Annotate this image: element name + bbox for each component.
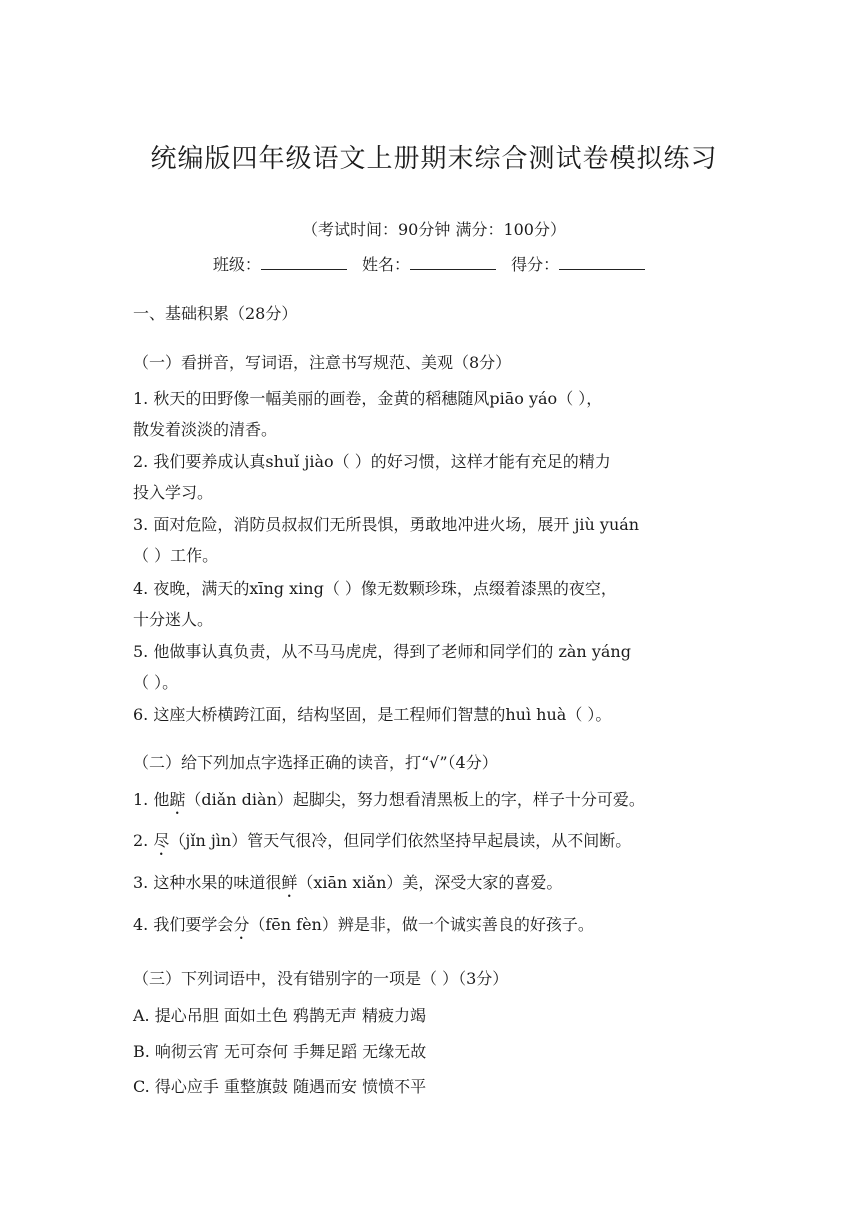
exam-info: （考试时间：90分钟 满分：100分） — [302, 220, 566, 239]
section1-heading: 一、基础积累（28分） — [133, 304, 298, 323]
item-text: 4. 夜晚，满天的 — [133, 579, 250, 598]
dotted-char: 尽 — [153, 831, 170, 850]
item-text: （fēn fèn）辨是非，做一个诚实善良的好孩子。 — [249, 915, 594, 934]
part1-heading: （一）看拼音，写词语，注意书写规范、美观（8分） — [133, 353, 512, 372]
part2-item-3 — [133, 872, 562, 901]
part1-item-1 — [133, 383, 733, 445]
item-text: （xiān xiǎn）美，深受大家的喜爱。 — [297, 873, 563, 892]
pinyin: shuǐ jiào — [265, 452, 334, 471]
item-text: 2. 我们要养成认真 — [133, 452, 266, 471]
pinyin: xīng xing — [249, 579, 324, 598]
score-blank — [559, 253, 645, 270]
pinyin: zàn yáng — [558, 642, 631, 661]
part3-option-a: A. 提心吊胆 面如土色 鸦鹊无声 精疲力竭 — [133, 1006, 426, 1025]
item-text: 5. 他做事认真负责，从不马马虎虎，得到了老师和同学们的 — [133, 642, 554, 661]
item-text-cont: （ ）。 — [133, 673, 179, 692]
part1-item-3 — [133, 509, 733, 571]
item-text: （diǎn diàn）起脚尖，努力想看清黑板上的字，样子十分可爱。 — [185, 790, 645, 809]
item-text: （jǐn jìn）管天气很冷，但同学们依然坚持早起晨读，从不间断。 — [169, 831, 632, 850]
pinyin: piāo yáo — [489, 389, 558, 408]
part1-item-4 — [133, 573, 733, 635]
pinyin: huì huà — [505, 705, 567, 724]
name-blank — [410, 253, 496, 270]
class-label: 班级： — [212, 255, 261, 274]
dotted-char: 分 — [233, 915, 250, 934]
dotted-char: 踮 — [169, 790, 186, 809]
part1-item-5 — [133, 636, 733, 698]
part2-heading: （二）给下列加点字选择正确的读音，打“√”（4分） — [133, 753, 498, 772]
item-text-cont: 十分迷人。 — [133, 610, 214, 629]
student-info-line — [0, 252, 868, 275]
answer-paren: （ ）的好习惯，这样才能有充足的精力 — [333, 452, 611, 471]
item-text: 4. 我们要学会 — [133, 915, 234, 934]
part3-option-c: C. 得心应手 重整旗鼓 随遇而安 愤愤不平 — [133, 1077, 427, 1096]
page-title: 统编版四年级语文上册期末综合测试卷模拟练习 — [150, 144, 718, 174]
pinyin: jiù yuán — [574, 515, 640, 534]
part1-item-2 — [133, 446, 733, 508]
answer-paren: （ ）， — [557, 389, 603, 408]
item-text-cont: 投入学习。 — [133, 483, 214, 502]
dotted-char: 鲜 — [281, 873, 298, 892]
name-label: 姓名： — [361, 255, 410, 274]
answer-paren: （ ）。 — [566, 705, 612, 724]
part1-item-6 — [133, 699, 733, 730]
item-text: 2. — [133, 831, 154, 850]
class-blank — [261, 253, 347, 270]
part2-item-4 — [133, 914, 594, 943]
item-text: 3. 这种水果的味道很 — [133, 873, 282, 892]
item-text: 6. 这座大桥横跨江面，结构坚固，是工程师们智慧的 — [133, 705, 506, 724]
score-label: 得分： — [511, 255, 560, 274]
part2-item-2 — [133, 830, 631, 859]
item-text: 3. 面对危险，消防员叔叔们无所畏惧，勇敢地冲进火场，展开 — [133, 515, 570, 534]
item-text: 1. 秋天的田野像一幅美丽的画卷，金黄的稻穗随风 — [133, 389, 490, 408]
part3-option-b: B. 响彻云宵 无可奈何 手舞足蹈 无缘无故 — [133, 1042, 427, 1061]
item-text-cont: 散发着淡淡的清香。 — [133, 420, 278, 439]
part2-item-1 — [133, 789, 645, 818]
answer-paren: （ ）像无数颗珍珠，点缀着漆黑的夜空， — [323, 579, 617, 598]
item-text-cont: （ ）工作。 — [133, 546, 219, 565]
item-text: 1. 他 — [133, 790, 170, 809]
part3-heading: （三）下列词语中，没有错别字的一项是（ ）（3分） — [133, 969, 509, 988]
